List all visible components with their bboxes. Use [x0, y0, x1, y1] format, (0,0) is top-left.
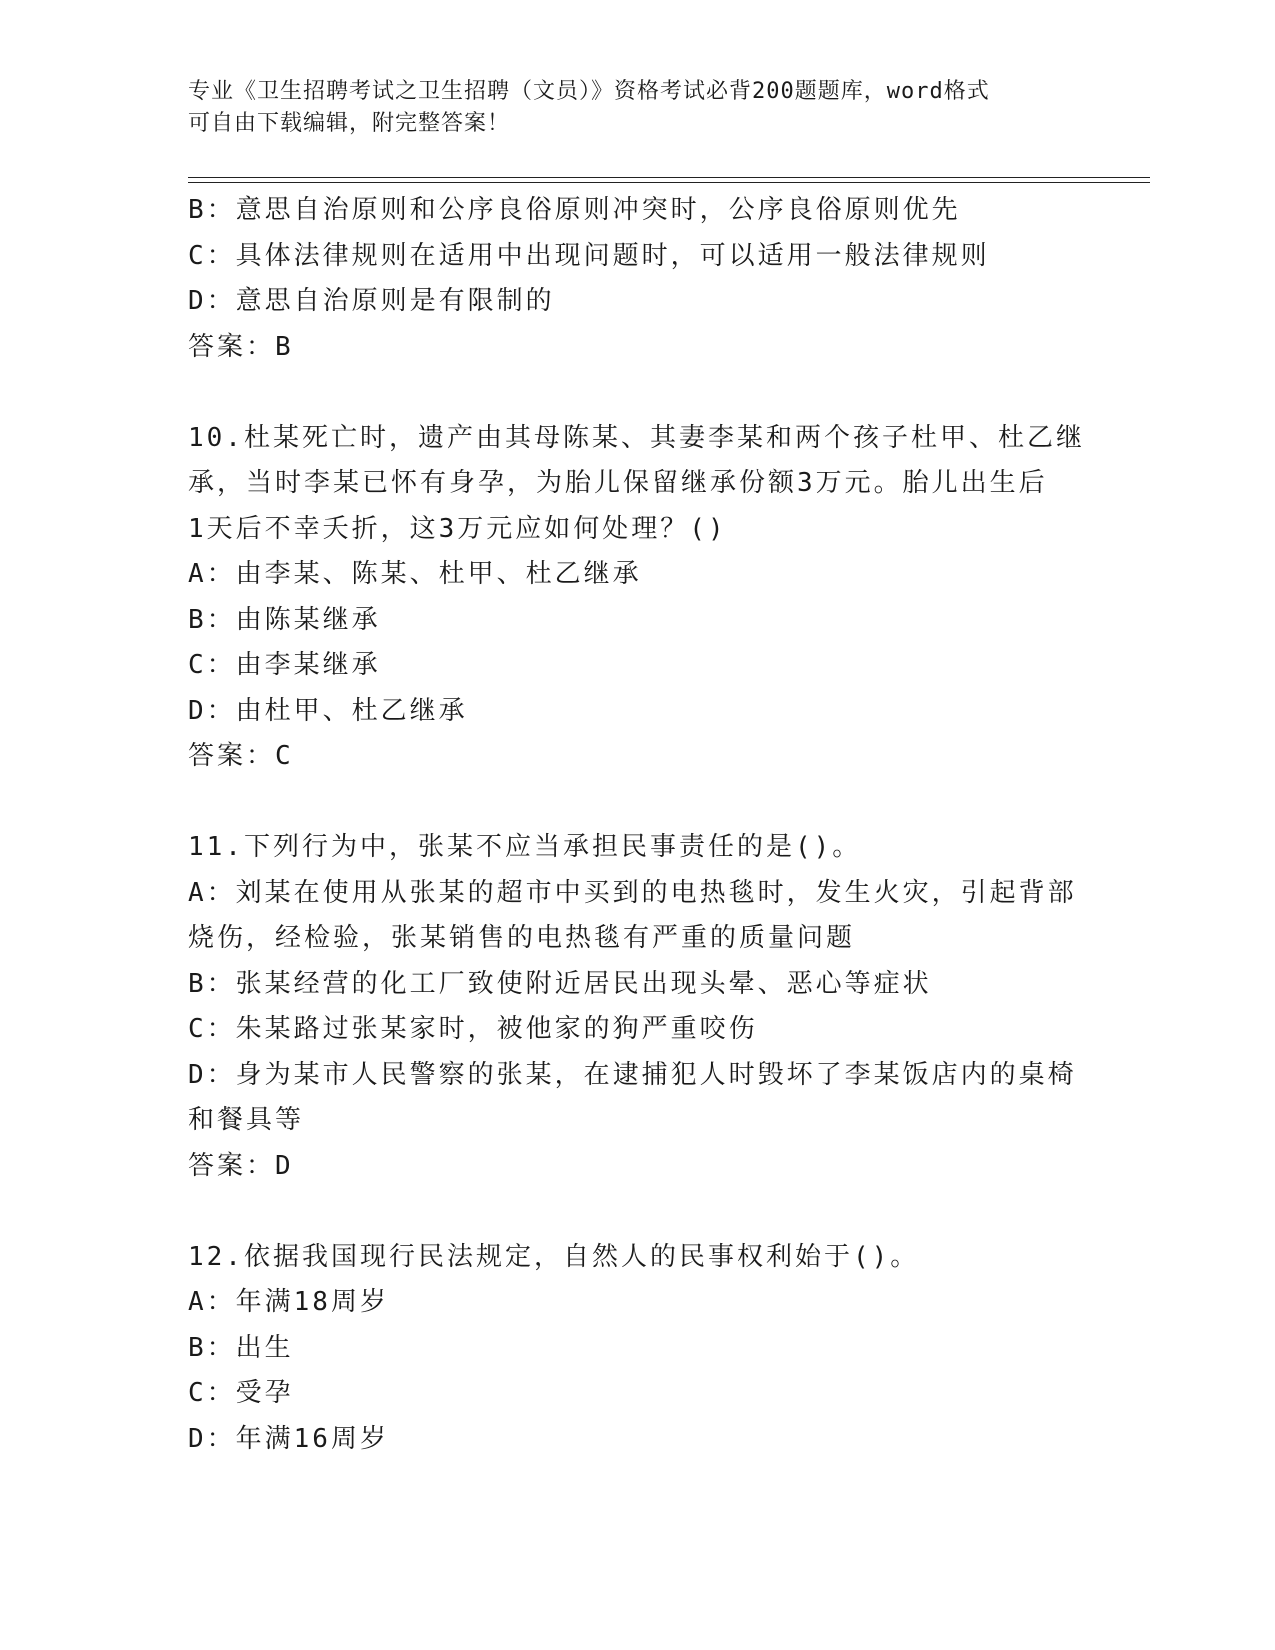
question-stem: 承，当时李某已怀有身孕，为胎儿保留继承份额3万元。胎儿出生后 [188, 468, 1048, 498]
option-b: B：由陈某继承 [188, 604, 381, 635]
option-b: B：张某经营的化工厂致使附近居民出现头晕、恶心等症状 [188, 968, 932, 999]
option-c: C：由李某继承 [188, 650, 381, 680]
option-b: B：出生 [188, 1332, 294, 1363]
document-header [188, 76, 1088, 140]
option-c: C：受孕 [188, 1378, 294, 1408]
question-stem: 1天后不幸夭折，这3万元应如何处理？() [188, 513, 727, 544]
option-d: D：身为某市人民警察的张某，在逮捕犯人时毁坏了李某饭店内的桌椅 [188, 1059, 1077, 1090]
question-stem: 12.依据我国现行民法规定，自然人的民事权利始于()。 [188, 1241, 920, 1272]
option-d-continued: 和餐具等 [188, 1105, 305, 1135]
option-a: A：年满18周岁 [188, 1287, 389, 1317]
option-a: A：由李某、陈某、杜甲、杜乙继承 [188, 559, 642, 589]
spacer [188, 780, 1088, 826]
question-stem: 10.杜某死亡时，遗产由其母陈某、其妻李某和两个孩子杜甲、杜乙继 [188, 422, 1085, 453]
question-list [188, 188, 1088, 1462]
header-title-line-2: 可自由下载编辑，附完整答案！ [188, 111, 511, 136]
question-stem: 11.下列行为中，张某不应当承担民事责任的是()。 [188, 832, 862, 862]
answer: 答案：D [188, 1150, 294, 1181]
option-d: D：由杜甲、杜乙继承 [188, 695, 468, 726]
question-12 [188, 1235, 1088, 1463]
option-d: D：年满16周岁 [188, 1423, 389, 1454]
option-d: D：意思自治原则是有限制的 [188, 286, 555, 316]
answer: 答案：C [188, 741, 294, 771]
question-11 [188, 825, 1088, 1189]
option-c: C：朱某路过张某家时，被他家的狗严重咬伤 [188, 1014, 758, 1044]
option-c: C：具体法律规则在适用中出现问题时，可以适用一般法律规则 [188, 240, 990, 271]
option-b: B：意思自治原则和公序良俗原则冲突时，公序良俗原则优先 [188, 195, 961, 225]
option-a: A：刘某在使用从张某的超市中买到的电热毯时，发生火灾，引起背部 [188, 877, 1077, 908]
header-divider-bottom [188, 182, 1150, 183]
header-title-line-1: 专业《卫生招聘考试之卫生招聘（文员）》资格考试必背200题题库，word格式 [188, 79, 990, 104]
spacer [188, 370, 1088, 416]
option-a-continued: 烧伤，经检验，张某销售的电热毯有严重的质量问题 [188, 923, 856, 953]
header-divider-top [188, 177, 1150, 178]
question-10 [188, 416, 1088, 780]
answer: 答案：B [188, 331, 294, 362]
spacer [188, 1189, 1088, 1235]
question-9-tail [188, 188, 1088, 370]
